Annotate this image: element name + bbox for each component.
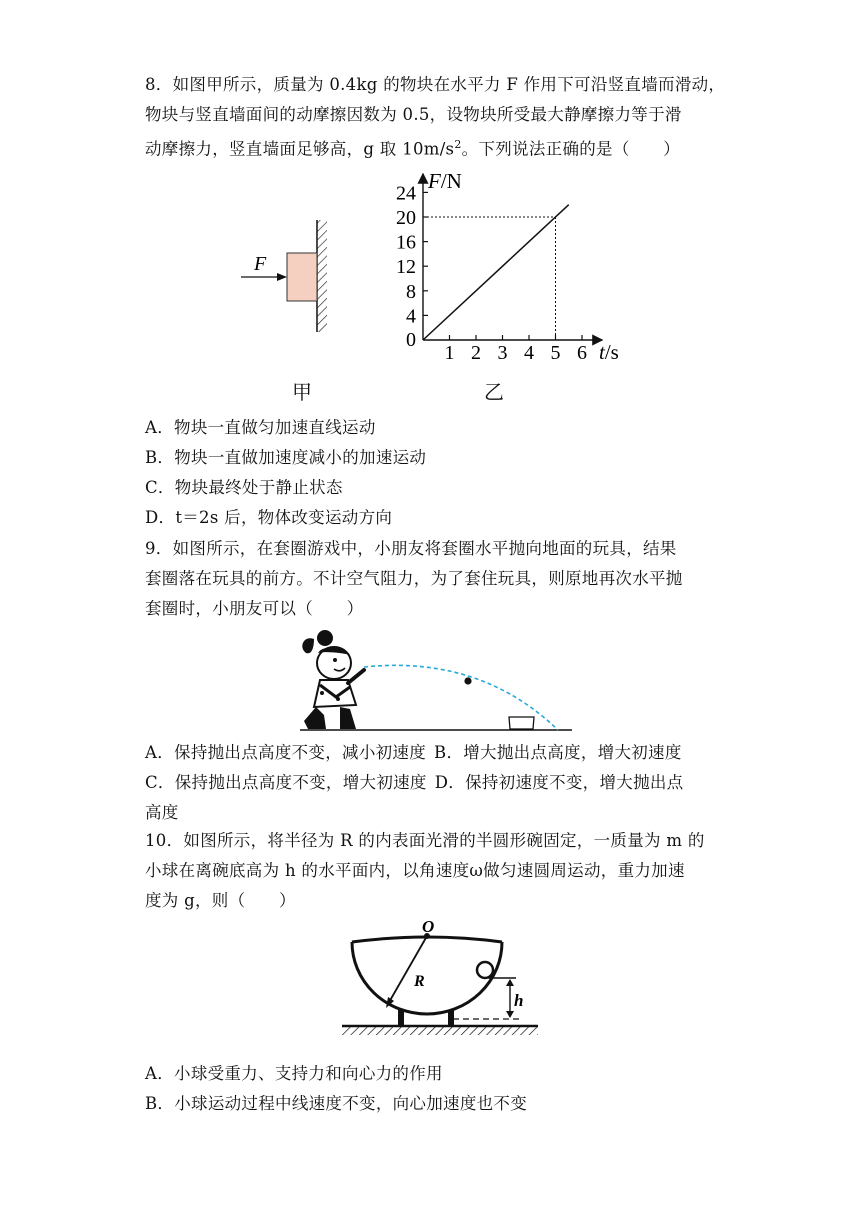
ball [477,962,493,978]
y-axis-label [427,169,462,193]
y-axis-label-sym: F [428,169,441,193]
q8-line1: 8．如图甲所示，质量为 0.4kg 的物块在水平力 F 作用下可沿竖直墙而滑动， [145,75,726,94]
figure-ring-toss [290,625,580,735]
caption-jia: 甲 [292,380,312,404]
y-tick-label: 8 [406,280,416,303]
height-arrowhead-bottom [506,1011,514,1018]
x-axis-label-sym: t [599,340,605,364]
q8-line3 [145,134,680,161]
wall-hatch [317,220,327,332]
bowl-inner [352,942,502,1014]
x-tick-label: 4 [524,342,534,364]
x-tick-label: 6 [577,342,587,364]
q9-option-d: D．保持初速度不变，增大抛出点 [434,773,684,792]
q8-option-d: D．t＝2s 后，物体改变运动方向 [145,508,393,527]
block [287,253,317,301]
q8-option-b: B．物块一直做加速度减小的加速运动 [145,448,427,467]
q9-option-a: A．保持抛出点高度不变，减小初速度 [145,743,427,762]
x-tick-label: 3 [497,342,508,364]
y-tick-label: 12 [396,256,416,279]
q8-option-c: C．物块最终处于静止状态 [145,478,343,497]
q8-option-a: A．物块一直做匀加速直线运动 [145,418,376,437]
ring-dot [464,677,471,684]
height-label: h [514,991,524,1010]
y-tick-label: 24 [396,182,416,205]
q10-option-a: A．小球受重力、支持力和向心力的作用 [145,1064,443,1083]
q8-line2: 物块与竖直墙面间的动摩擦因数为 0.5，设物块所受最大静摩擦力等于滑 [145,105,682,124]
q9-option-c: C．保持抛出点高度不变，增大初速度 [145,773,427,792]
radius-line [388,936,427,1004]
x-axis-label [599,340,619,364]
y-axis-label-unit: /N [440,169,462,193]
q8-line3b: 。下列说法正确的是（ ） [461,139,681,159]
ground-hatch [342,1027,538,1035]
child-figure [302,630,364,729]
y-tick-label: 0 [406,329,416,351]
q10-line1: 10．如图所示，将半径为 R 的内表面光滑的半圆形碗固定，一质量为 m 的 [145,831,705,850]
y-tick-label: 16 [396,231,416,254]
x-axis-label-unit: /s [604,340,619,364]
q9-option-d-cont: 高度 [145,803,179,822]
q10-line2: 小球在离碗底高为 h 的水平面内，以角速度ω做匀速圆周运动，重力加速 [145,861,685,880]
q9-line2: 套圈落在玩具的前方。不计空气阻力，为了套住玩具，则原地再次水平抛 [145,569,683,588]
q10-line3: 度为 g，则（ ） [145,891,296,910]
force-arrowhead [277,273,287,281]
y-tick-label: 4 [406,305,416,328]
q10-option-b: B．小球运动过程中线速度不变，向心加速度也不变 [145,1094,528,1113]
x-tick-label: 1 [444,342,455,364]
q8-line3a: 动摩擦力，竖直墙面足够高，g 取 10m/s [145,139,455,159]
caption-yi: 乙 [484,380,504,404]
figure-jia [235,220,335,335]
q9-options-row1 [145,742,682,764]
figure-yi-chart [370,168,640,368]
x-tick-label: 2 [471,342,481,364]
figure-bowl [338,920,548,1040]
x-tick-label: 5 [550,342,561,364]
q9-line3: 套圈时，小朋友可以（ ） [145,599,364,618]
q9-options-row2 [145,772,683,794]
q9-line1: 9．如图所示，在套圈游戏中，小朋友将套圈水平抛向地面的玩具，结果 [145,539,677,558]
center-label: O [422,920,435,936]
radius-label: R [414,973,425,990]
q8-line3-sup: 2 [454,138,462,151]
y-tick-label: 20 [396,207,416,229]
force-label: F [254,253,267,275]
height-arrowhead-top [506,979,514,986]
toy [509,717,534,729]
bowl-leg-left [398,1010,404,1026]
series-line [423,205,569,340]
q9-option-b: B．增大抛出点高度，增大初速度 [434,743,682,762]
